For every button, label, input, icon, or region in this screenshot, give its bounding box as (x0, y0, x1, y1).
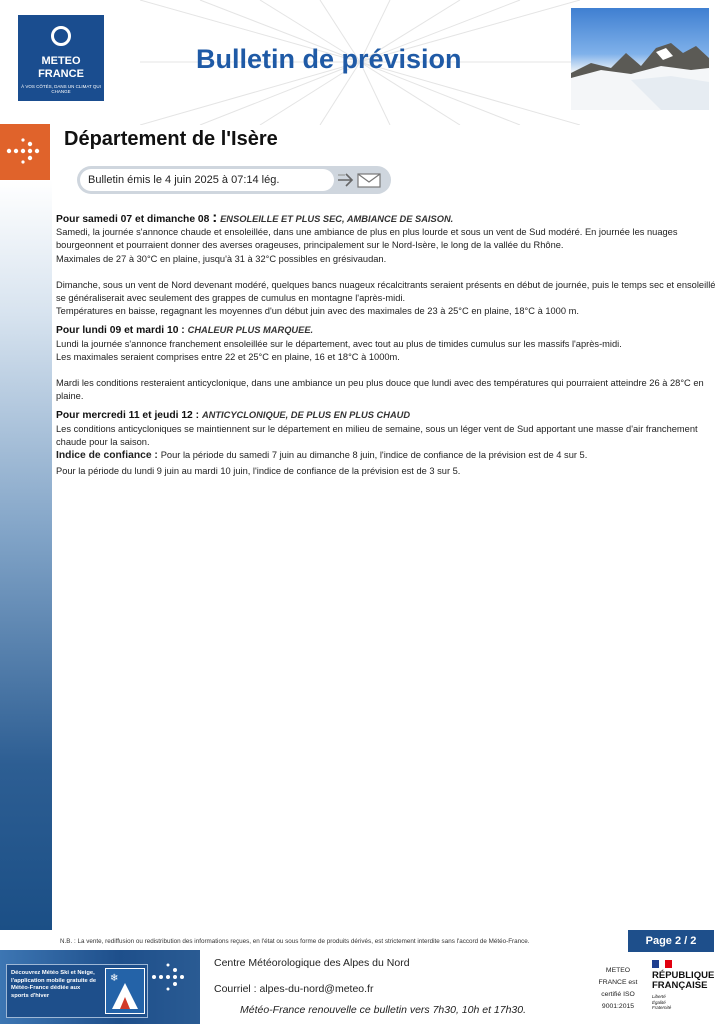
section-subtitle: CHALEUR PLUS MARQUEE. (187, 325, 314, 336)
legal-notice: N.B. : La vente, rediffusion ou redistribution des informations reçues, en l'état ou sous forme de produits dérivés, est strictement interdite sans l'accord de Météo-France. (60, 938, 530, 945)
ski-app-promo[interactable] (6, 964, 148, 1018)
left-gradient-band (0, 180, 52, 930)
contact-email[interactable]: Courriel : alpes-du-nord@meteo.fr (214, 983, 374, 995)
paragraph: Mardi les conditions resteraient anticyclonique, dans une ambiance un peu plus douce que lundi avec des températures qui pourraient atteindre 26 à 28°C en plaine. (56, 378, 704, 402)
department-title: Département de l'Isère (64, 128, 278, 150)
paragraph: Samedi, la journée s'annonce chaude et ensoleillée, dans une ambiance de plus en plus lourde et sous un vent de Sud modéré. En journée les nuages bourgeonnent et pourraient donner des averses orageuses, principalement sur le Nord-Isère, le long de la vallée du Rhône. (56, 227, 678, 251)
arrow-dots-icon (151, 961, 191, 993)
section-subtitle: ANTICYCLONIQUE, DE PLUS EN PLUS CHAUD (201, 410, 411, 421)
meteo-france-logo (18, 15, 104, 101)
page-number: Page 2 / 2 (628, 930, 714, 952)
iso-certification: METEO FRANCE est certifié ISO 9001:2015 (598, 967, 638, 1010)
ski-app-icon (105, 968, 145, 1014)
republique-francaise-logo: RÉPUBLIQUE FRANÇAISE Liberté Égalité Fraternité (652, 960, 716, 1011)
arrow-dots-icon (6, 138, 44, 164)
paragraph: Les conditions anticycloniques se maintiennent sur le département en milieu de semaine, sous un léger vent de Sud apportant une masse d'air franchement chaude pour la saison. (56, 423, 698, 447)
logo-line1: METEO (41, 55, 81, 67)
section-subtitle: ENSOLEILLE ET PLUS SEC, AMBIANCE DE SAISON. (220, 214, 454, 224)
confidence-label: Indice de confiance : (56, 450, 161, 462)
svg-text:❄: ❄ (110, 973, 119, 984)
section-heading: Pour mercredi 11 et jeudi 12 : ANTICYCLONIQUE, DE PLUS EN PLUS CHAUD (56, 410, 411, 422)
promo-text: Découvrez Météo Ski et Neige, l'application mobile gratuite de Météo-France dédiée aux sports d'hiver (11, 970, 97, 999)
paragraph: Lundi la journée s'annonce franchement ensoleillée sur le département, avec tout au plus de timides cumulus sur les massifs l'après-midi. (56, 338, 622, 349)
paragraph: Températures en baisse, regagnant les moyennes d'un début juin avec des maximales de 23 à 25°C en plaine, 18°C à 1000 m. (56, 306, 579, 317)
center-name: Centre Météorologique des Alpes du Nord (214, 957, 410, 969)
mail-icon[interactable] (358, 174, 380, 187)
renewal-note: Météo-France renouvelle ce bulletin vers 7h30, 10h et 17h30. (240, 1004, 527, 1016)
bulletin-issued: Bulletin émis le 4 juin 2025 à 07:14 lég. (80, 169, 334, 191)
section-heading: Pour samedi 07 et dimanche 08 : ENSOLEILLE ET PLUS SEC, AMBIANCE DE SAISON. (56, 209, 454, 226)
paragraph: Les maximales seraient comprises entre 22 et 25°C en plaine, 16 et 18°C à 1000m. (56, 351, 400, 362)
mountain-photo (571, 8, 709, 110)
forecast-content (56, 211, 718, 478)
forward-icon[interactable] (338, 174, 352, 186)
logo-circle-icon (51, 26, 71, 46)
bulletin-bar (77, 166, 391, 194)
logo-tagline: À VOS CÔTÉS, DANS UN CLIMAT QUI CHANGE (21, 84, 101, 94)
section-heading: Pour lundi 09 et mardi 10 : CHALEUR PLUS MARQUEE. (56, 325, 314, 337)
confidence-line: Indice de confiance : Pour la période du samedi 7 juin au dimanche 8 juin, l'indice de confiance de la prévision est de 4 sur 5. (56, 450, 588, 462)
french-flag-icon (652, 960, 672, 968)
confidence-line: Pour la période du lundi 9 juin au mardi 10 juin, l'indice de confiance de la prévision est de 3 sur 5. (56, 466, 461, 477)
page-title: Bulletin de prévision (196, 44, 462, 74)
logo-line2: FRANCE (38, 68, 84, 80)
paragraph: Maximales de 27 à 30°C en plaine, jusqu'à 31 à 32°C possibles en grésivaudan. (56, 253, 387, 264)
section-marker (0, 124, 50, 180)
paragraph: Dimanche, sous un vent de Nord devenant modéré, quelques bancs nuageux récalcitrants seraient présents en début de journée, puis le temps sec et ensoleillé se généraliserait avec seulement des grappes de cumulus en montagne l'après-midi. (56, 279, 716, 304)
